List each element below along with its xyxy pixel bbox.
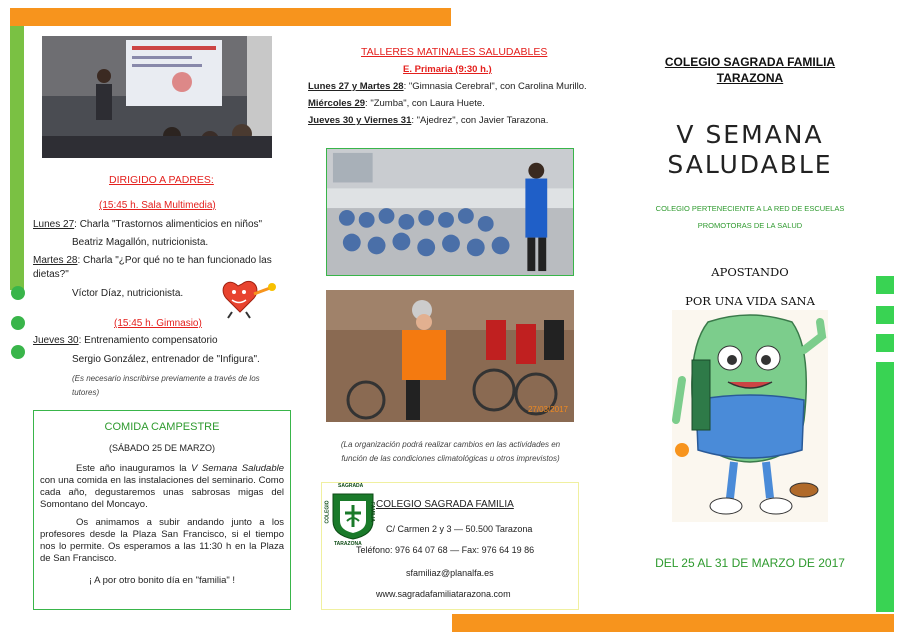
cover-slogan-line-1: APOSTANDO	[711, 265, 789, 279]
lunes-speaker: Beatriz Magallón, nutricionista.	[72, 237, 209, 248]
gimnasio-time: (15:45 h. Gimnasio)	[114, 318, 202, 329]
top-orange-bar	[10, 8, 451, 26]
classroom-talk-photo	[42, 36, 272, 158]
comida-title: COMIDA CAMPESTRE	[104, 421, 220, 433]
cover-network-line-2: PROMOTORAS DE LA SALUD	[697, 221, 803, 230]
martes-day: Martes 28	[33, 255, 78, 266]
cover-title	[604, 120, 896, 180]
jueves-text: : Entrenamiento compensatorio	[78, 335, 218, 346]
taller-item-3	[308, 114, 608, 128]
bullet-dot-3	[11, 345, 25, 359]
talleres-title: TALLERES MATINALES SALUDABLES	[361, 46, 548, 58]
photo-date-stamp: 27/03/2017	[527, 405, 568, 414]
lunes-line	[33, 218, 293, 232]
martes-speaker: Víctor Díaz, nutricionista.	[72, 288, 184, 299]
cover-title-line-1: V SEMANA	[676, 120, 824, 149]
jueves-note: (Es necesario inscribirse previamente a través de los tutores)	[72, 374, 260, 397]
left-green-bar	[10, 26, 24, 290]
cover-network	[604, 200, 896, 234]
cover-school-line-1: COLEGIO SAGRADA FAMILIA	[664, 55, 836, 69]
taller-item-1-day: Lunes 27 y Martes 28	[308, 81, 404, 92]
cover-school-name	[604, 54, 896, 86]
comida-date: (SÁBADO 25 DE MARZO)	[108, 443, 216, 453]
sala-time: (15:45 h. Sala Multimedia)	[99, 200, 216, 211]
comida-p1-a: Este año inauguramos la	[76, 463, 192, 474]
jueves-day: Jueves 30	[33, 335, 79, 346]
cover-slogan	[604, 258, 896, 316]
logo-text-top: SAGRADA	[338, 483, 364, 489]
bullet-dot-2	[11, 316, 25, 330]
cover-slogan-line-2: POR UNA VIDA SANA	[685, 294, 815, 308]
martes-text: : Charla "¿Por qué no te han funcionado las dietas?"	[33, 255, 272, 280]
bottom-orange-bar	[452, 614, 894, 632]
contact-address: C/ Carmen 2 y 3 — 50.500 Tarazona	[386, 524, 533, 534]
taller-item-3-text: : "Ajedrez", con Javier Tarazona.	[411, 115, 549, 126]
right-square-3	[876, 334, 894, 352]
taller-item-2	[308, 97, 608, 111]
talleres-subtitle: E. Primaria (9:30 h.)	[403, 64, 492, 75]
comida-p1-b: con una comida en las instalaciones del seminario. Como cada año, degustaremos unas sabrosas migas del Somontano del Moncayo.	[40, 475, 284, 510]
comida-closing: ¡ A por otro bonito día en "familia" !	[88, 575, 236, 586]
jueves-speaker: Sergio González, entrenador de "Infigura".	[72, 354, 260, 365]
contact-web[interactable]: www.sagradafamiliatarazona.com	[376, 589, 511, 599]
comida-paragraph-2: Os animamos a subir andando junto a los profesores desde la Plaza San Francisco, si el tiempo nos lo permite. Os esperamos a las 11:30 h en la Plaza de San Francisco.	[40, 517, 284, 564]
logo-text-right: FAMILIA	[369, 502, 375, 522]
bullet-dot-1	[11, 286, 25, 300]
taller-item-3-day: Jueves 30 y Viernes 31	[308, 115, 412, 126]
jueves-line	[33, 334, 293, 348]
taller-item-2-day: Miércoles 29	[308, 98, 366, 109]
cover-dates: DEL 25 AL 31 DE MARZO DE 2017	[655, 556, 845, 570]
right-green-bar	[876, 362, 894, 612]
comida-campestre-box	[33, 410, 291, 610]
cover-network-line-1: COLEGIO PERTENECIENTE A LA RED DE ESCUELAS	[655, 204, 845, 213]
cycling-photo	[326, 290, 574, 422]
taller-item-1-text: : "Gimnasia Cerebral", con Carolina Murillo.	[403, 81, 587, 92]
taller-item-1	[308, 80, 608, 94]
taller-item-2-text: : "Zumba", con Laura Huete.	[365, 98, 485, 109]
cover-title-line-2: SALUDABLE	[667, 150, 833, 179]
lunes-text: : Charla "Trastornos alimenticios en niños"	[74, 219, 263, 230]
padres-heading: DIRIGIDO A PADRES:	[109, 174, 214, 186]
disclaimer: (La organización podrá realizar cambios en las actividades en función de las condiciones climatológicas u otros imprevistos)	[340, 440, 561, 463]
comida-p1-em: V Semana Saludable	[191, 463, 285, 474]
contact-box	[321, 482, 579, 610]
contact-email[interactable]: sfamiliaz@planalfa.es	[406, 568, 494, 578]
cover-school-line-2: TARAZONA	[716, 71, 784, 85]
backpack-mascot-illustration	[672, 310, 828, 522]
lunes-day: Lunes 27	[33, 219, 75, 230]
logo-text-left: COLEGIO	[324, 500, 331, 524]
contact-name: COLEGIO SAGRADA FAMILIA	[376, 499, 514, 510]
heart-mascot-icon	[218, 274, 282, 320]
contact-phone: Teléfono: 976 64 07 68 — Fax: 976 64 19 86	[356, 545, 535, 555]
children-gym-photo	[326, 148, 574, 276]
logo-text-bottom: TARAZONA	[334, 541, 362, 547]
comida-paragraph-1	[40, 463, 284, 511]
